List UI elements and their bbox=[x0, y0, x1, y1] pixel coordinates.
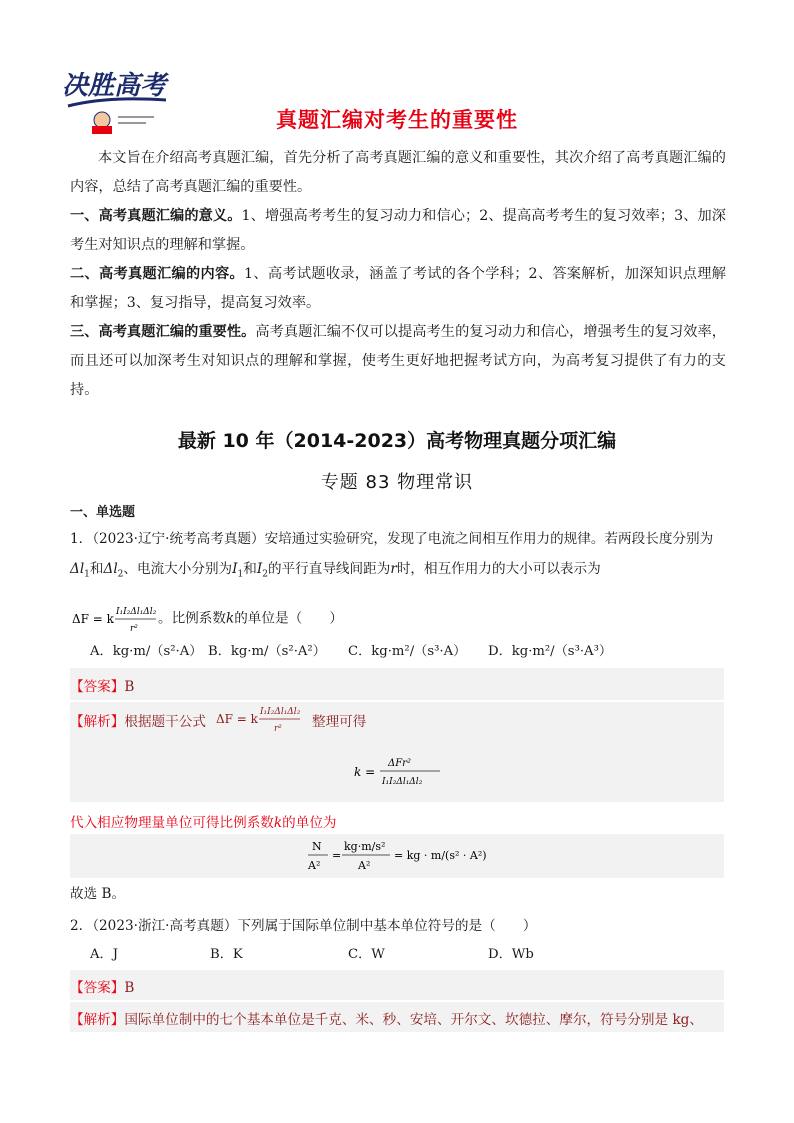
svg-text:ΔF = k: ΔF = k bbox=[72, 612, 114, 626]
q1-dl2: Δl bbox=[103, 561, 118, 577]
q1-text: 的平行直导线间距为 bbox=[267, 561, 391, 577]
q1-stem-tail: 。比例系数 bbox=[158, 610, 226, 627]
force-formula bbox=[70, 602, 158, 636]
question-1-stem: 1．（2023·辽宁·统考高考真题）安培通过实验研究，发现了电流之间相互作用力的规律。若两段长度分别为 $\Delta l_1$和$\Delta l_2$、电流大小分别为$I_1$和$I_2$的平行直导线间距为r时，相互作用力的大小可以表示为 bbox=[70, 531, 714, 580]
section-2-head: 二、高考真题汇编的内容。 bbox=[70, 266, 244, 282]
svg-text:=: = bbox=[332, 849, 342, 862]
svg-text:= kg · m/(s² · A²): = kg · m/(s² · A²) bbox=[394, 849, 487, 862]
q1-i2: I bbox=[256, 561, 263, 577]
svg-text:N: N bbox=[312, 840, 322, 853]
section-3-paragraph bbox=[70, 318, 726, 405]
svg-text:I₁I₂Δl₁Δl₂: I₁I₂Δl₁Δl₂ bbox=[260, 707, 301, 717]
q1-answer-line bbox=[70, 675, 134, 695]
section-1-head: 一、高考真题汇编的意义。 bbox=[70, 208, 242, 224]
svg-text:I₁I₂Δl₁Δl₂: I₁I₂Δl₁Δl₂ bbox=[382, 777, 423, 787]
q2-choice-c[interactable]: C．W bbox=[348, 947, 385, 962]
q1-text: 、电流大小分别为 bbox=[123, 561, 233, 577]
q1-analysis-line bbox=[70, 710, 206, 730]
q2-choice-d[interactable]: D．Wb bbox=[488, 947, 534, 962]
svg-text:ΔF = k: ΔF = k bbox=[216, 712, 258, 726]
q2-answer-box bbox=[70, 970, 724, 1000]
section-1-body: 1、增强高考考生的复习动力和信心；2、提高高考考生的复习效率；3、加深考生对知识点的理解和掌握。 bbox=[70, 208, 726, 253]
q1-choice-c[interactable]: C．kg·m²/（s³·A） bbox=[348, 644, 467, 659]
q1-choice-b[interactable]: B．kg·m/（s²·A²） bbox=[208, 644, 326, 659]
svg-text:r²: r² bbox=[274, 724, 282, 734]
q1-answer-value: B bbox=[124, 679, 135, 695]
q1-choices bbox=[90, 640, 730, 664]
k-formula bbox=[352, 752, 448, 792]
q1-dl1: Δl bbox=[70, 561, 85, 577]
q2-analysis-label: 【解析】 bbox=[70, 1012, 125, 1028]
q1-answer-box bbox=[70, 668, 724, 700]
svg-text:k =: k = bbox=[354, 765, 376, 779]
q1-stem-line1: 1．（2023·辽宁·统考高考真题）安培通过实验研究，发现了电流之间相互作用力的规律。若两段长度分别为 bbox=[70, 531, 714, 547]
q1-analysis-label: 【解析】 bbox=[70, 714, 125, 730]
svg-text:A²: A² bbox=[358, 859, 371, 872]
q1-choice-d[interactable]: D．kg·m²/（s³·A³） bbox=[488, 644, 613, 659]
q1-analysis-text-c-line bbox=[70, 811, 337, 831]
q1-analysis-k: k bbox=[273, 815, 283, 831]
q1-r: r bbox=[390, 561, 397, 577]
svg-text:A²: A² bbox=[308, 859, 321, 872]
q1-analysis-text-a: 根据题干公式 bbox=[124, 714, 206, 730]
q1-choice-a[interactable]: A．kg·m/（s²·A） bbox=[90, 644, 203, 659]
q2-answer-value: B bbox=[124, 980, 135, 996]
compilation-title: 最新 10 年（2014-2023）高考物理真题分项汇编 bbox=[177, 430, 617, 452]
svg-text:kg·m/s²: kg·m/s² bbox=[344, 840, 386, 853]
logo-text: 决胜高考 bbox=[62, 71, 167, 101]
q2-answer-line bbox=[70, 976, 134, 996]
unit-derivation-formula bbox=[306, 836, 498, 876]
svg-text:ΔFr²: ΔFr² bbox=[388, 758, 411, 769]
q1-k: k bbox=[225, 610, 235, 627]
q1-formula-line bbox=[70, 602, 343, 632]
q2-choice-a[interactable]: A．J bbox=[90, 947, 118, 962]
topic-title: 专题 83 物理常识 bbox=[320, 472, 474, 493]
q2-analysis-text: 国际单位制中的七个基本单位是千克、米、秒、安培、开尔文、坎德拉、摩尔，符号分别是 kg、 bbox=[124, 1012, 703, 1028]
q2-choice-b[interactable]: B．K bbox=[210, 947, 243, 962]
section-2-body: 1、高考试题收录，涵盖了考试的各个学科；2、答案解析，加深知识点理解和掌握；3、复习指导，提高复习效率。 bbox=[70, 266, 726, 311]
main-title: 真题汇编对考生的重要性 bbox=[276, 108, 518, 132]
q1-conclusion: 故选 B。 bbox=[70, 886, 126, 902]
q2-analysis-line bbox=[70, 1008, 703, 1028]
section-2-paragraph bbox=[70, 260, 726, 318]
q1-analysis-text-b: 整理可得 bbox=[312, 714, 367, 730]
analysis-formula-inline bbox=[214, 702, 314, 736]
intro-paragraph: 本文旨在介绍高考真题汇编，首先分析了高考真题汇编的意义和重要性，其次介绍了高考真题汇编的内容，总结了高考真题汇编的重要性。 bbox=[70, 150, 726, 195]
question-2-stem: 2．（2023·浙江·高考真题）下列属于国际单位制中基本单位符号的是（ ） bbox=[70, 918, 537, 934]
q2-answer-label: 【答案】 bbox=[70, 980, 125, 996]
svg-text:I₁I₂Δl₁Δl₂: I₁I₂Δl₁Δl₂ bbox=[116, 607, 157, 617]
question-type-heading: 一、单选题 bbox=[70, 505, 136, 520]
section-3-body: 高考真题汇编不仅可以提高考生的复习动力和信心，增强考生的复习效率，而且还可以加深考生对知识点的理解和掌握，使考生更好地把握考试方向，为高考复习提供了有力的支持。 bbox=[70, 324, 726, 398]
q1-text: 时，相互作用力的大小可以表示为 bbox=[396, 561, 601, 577]
q1-analysis-text-c: 代入相应物理量单位可得比例系数 bbox=[70, 815, 274, 831]
q1-analysis-text-c-end: 的单位为 bbox=[282, 815, 337, 831]
q1-text: 和 bbox=[243, 561, 257, 577]
section-3-head: 三、高考真题汇编的重要性。 bbox=[70, 324, 256, 340]
q1-text: 和 bbox=[89, 561, 104, 577]
q2-choices bbox=[90, 943, 730, 967]
q1-answer-label: 【答案】 bbox=[70, 679, 125, 695]
q1-i1: I bbox=[232, 561, 238, 577]
section-1-paragraph bbox=[70, 202, 726, 260]
svg-text:r²: r² bbox=[130, 624, 138, 634]
q1-stem-end: 的单位是（ ） bbox=[234, 610, 343, 627]
